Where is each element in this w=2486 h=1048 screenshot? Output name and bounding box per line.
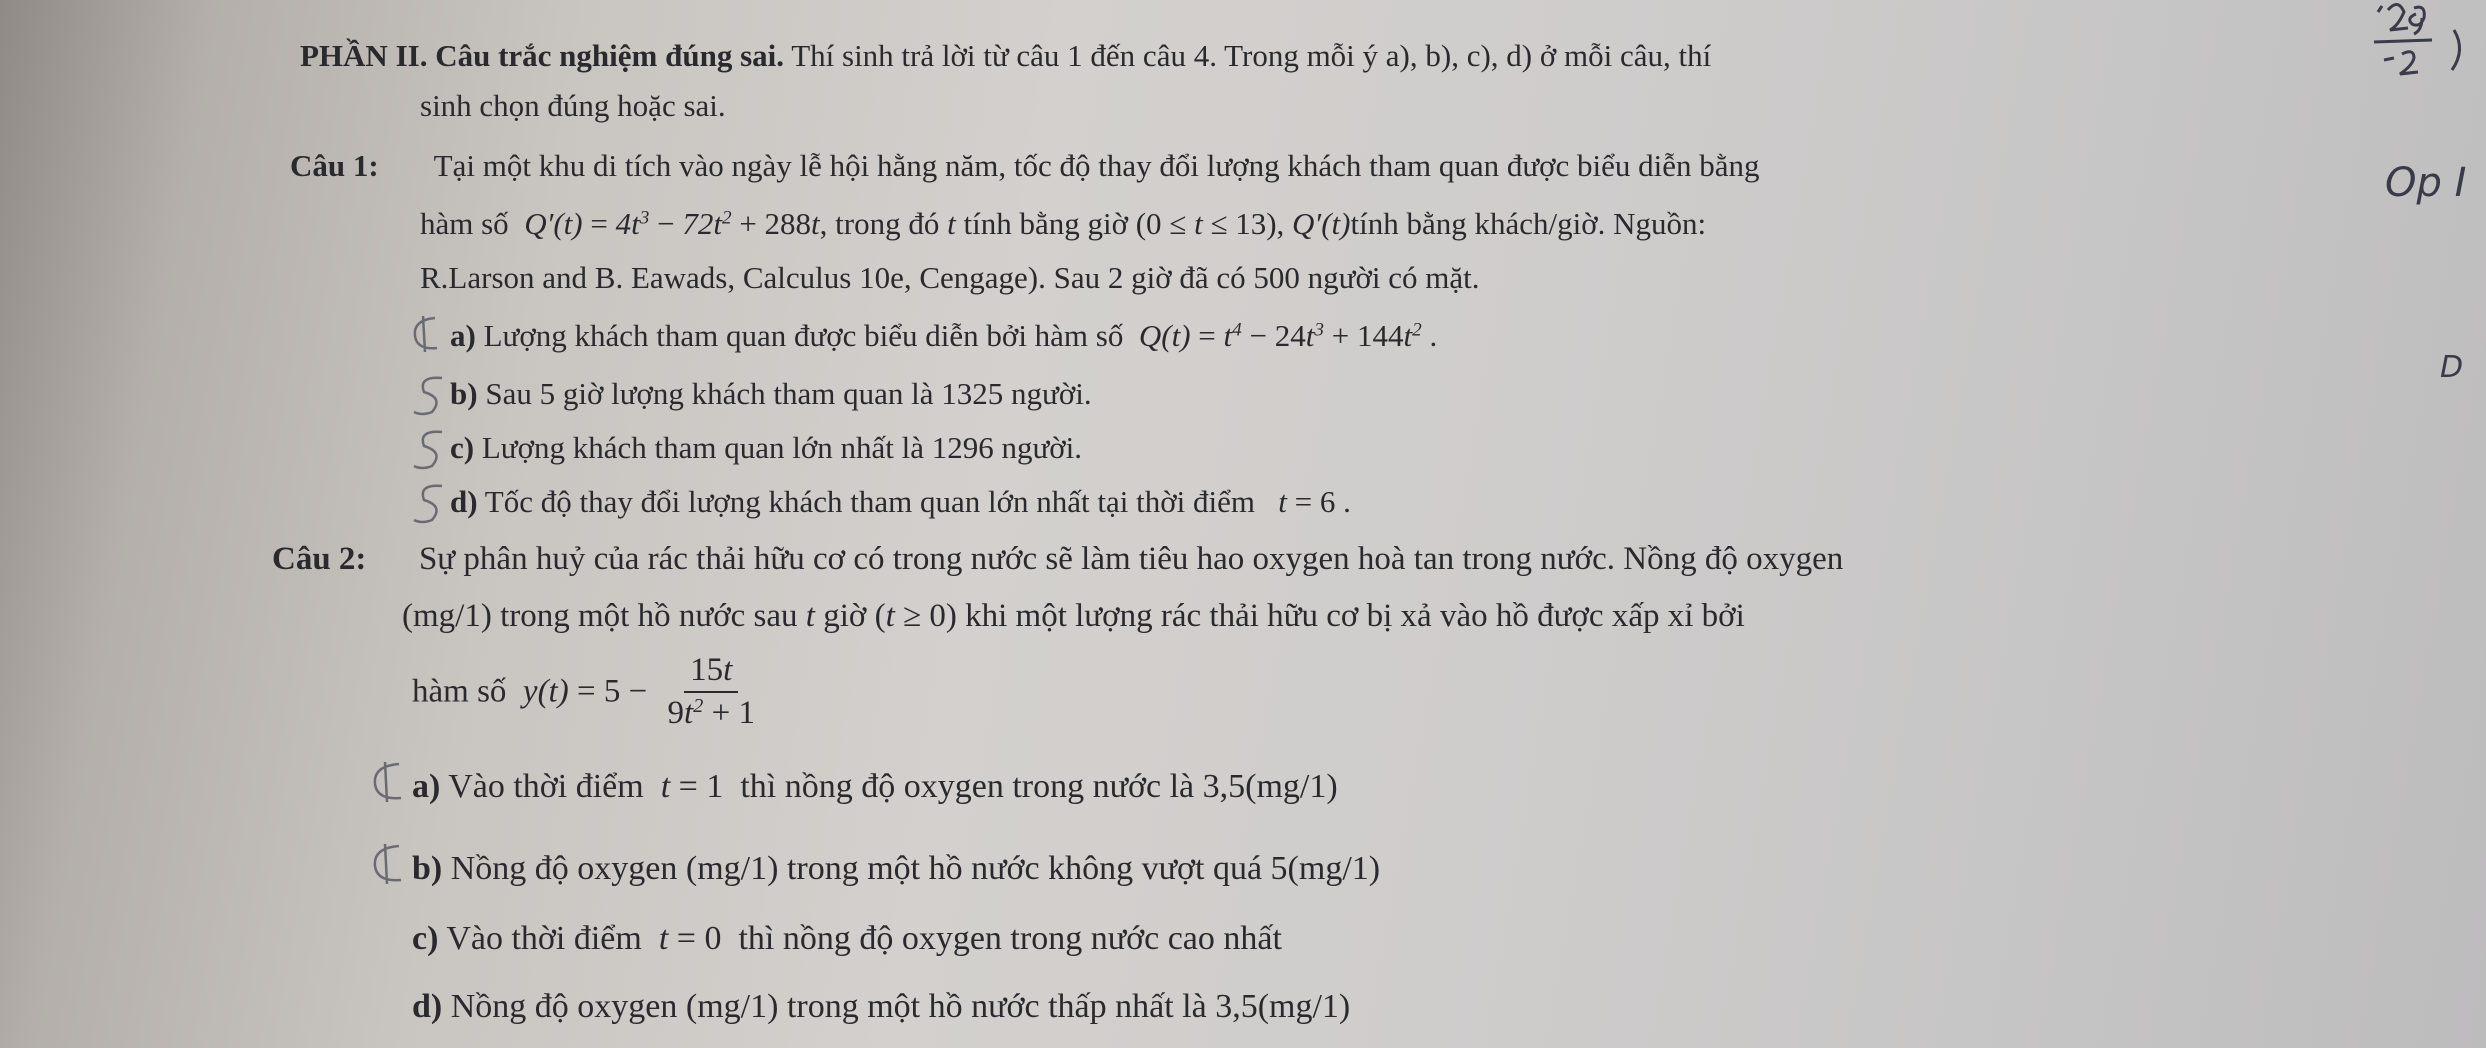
q1-tinh-bang-gio: tính bằng giờ xyxy=(963,206,1128,241)
q2-var-t: t xyxy=(805,598,815,634)
q2-option-d-unit: (mg/1) xyxy=(685,988,779,1025)
q1-option-b-label: b) xyxy=(450,376,478,411)
part-title: PHẦN II. Câu trắc nghiệm đúng sai. xyxy=(300,38,784,73)
q2-option-a-value: 3,5(mg/1) xyxy=(1202,768,1338,805)
pencil-mark-q1a xyxy=(405,312,445,356)
question-2-line-2 xyxy=(402,600,1745,633)
q2-option-b-value: 5(mg/1) xyxy=(1270,850,1381,887)
q2-option-a-formula: t = 1 xyxy=(652,768,724,805)
q2-option-d xyxy=(412,990,1350,1024)
q2-option-b xyxy=(412,852,1380,886)
q1-trong-do: , trong đó xyxy=(819,206,940,241)
q2-option-a-label: a) xyxy=(412,768,441,805)
handwritten-mark-right: D xyxy=(2440,350,2464,385)
question-1-line-1 xyxy=(290,150,1760,181)
part-instruction: Thí sinh trả lời từ câu 1 đến câu 4. Trong mỗi ý a), b), c), d) ở mỗi câu, thí xyxy=(791,38,1712,73)
q1-hamso: hàm số xyxy=(420,206,509,241)
handwritten-fraction-top-right xyxy=(2370,0,2480,99)
q1-option-d xyxy=(450,486,1351,517)
q2-option-d-value: 3,5(mg/1) xyxy=(1215,988,1351,1025)
question-2-label: Câu 2: xyxy=(272,541,367,577)
pencil-mark-q1b xyxy=(410,372,450,416)
question-2-text: Sự phân huỷ của rác thải hữu cơ có trong nước sẽ làm tiêu hao oxygen hoà tan trong nước. Nồng độ oxygen xyxy=(418,541,1844,577)
question-2-line-3 xyxy=(412,654,767,730)
q2-option-d-text-2: trong một hồ nước thấp nhất là xyxy=(786,988,1207,1025)
q1-option-d-label: d) xyxy=(450,484,478,519)
q1-option-a-formula: $Q(t) = t^4 - 24t^3 + 144t^2$ . xyxy=(1131,318,1438,353)
q1-option-d-text: Tốc độ thay đổi lượng khách tham quan lớn nhất tại thời điểm xyxy=(484,484,1255,519)
q1-option-c-label: c) xyxy=(450,430,475,465)
question-1-line-2 xyxy=(420,208,1706,239)
q2-option-d-text: Nồng độ oxygen xyxy=(450,988,678,1025)
handwritten-note-right: Op I xyxy=(2385,160,2467,206)
q2-option-b-text-2: trong một hồ nước không vượt quá xyxy=(786,850,1263,887)
q2-option-c-formula: t = 0 xyxy=(650,920,722,957)
question-1-line-3: R.Larson and B. Eawads, Calculus 10e, Cengage). Sau 2 giờ đã có 500 người có mặt. xyxy=(420,260,1480,295)
q2-option-c xyxy=(412,922,1282,956)
q1-option-b xyxy=(450,378,1092,409)
q1-option-c xyxy=(450,432,1082,463)
q2-text-rest: khi một lượng rác thải hữu cơ bị xả vào hồ được xấp xỉ bởi xyxy=(965,598,1745,634)
q1-option-d-formula: t = 6 . xyxy=(1262,484,1351,519)
pencil-mark-q2a xyxy=(365,758,409,808)
q2-text-sau: trong một hồ nước sau xyxy=(500,598,798,634)
pencil-mark-q1c xyxy=(410,426,450,470)
q2-function-formula: y(t) = 5 − xyxy=(514,673,648,710)
part-header xyxy=(300,40,1711,71)
question-2-line-1 xyxy=(272,543,1843,576)
pencil-mark-q1d xyxy=(410,480,450,524)
q1-option-a xyxy=(450,320,1437,351)
q2-fraction: $\frac{15t}{9t^2 + 1}$ xyxy=(667,652,755,731)
q1-option-c-text: Lượng khách tham quan lớn nhất là 1296 người. xyxy=(481,430,1083,465)
q2-option-a-text: Vào thời điểm xyxy=(448,768,644,805)
question-1-text: Tại một khu di tích vào ngày lễ hội hằng năm, tốc độ thay đổi lượng khách tham quan được biểu diễn bằng xyxy=(433,148,1760,183)
q2-text-gio: giờ xyxy=(823,598,867,634)
handwritten-fraction-sketch xyxy=(2370,0,2480,90)
q2-option-a-text-2: thì nồng độ oxygen trong nước là xyxy=(740,768,1195,805)
q2-option-c-text-2: thì nồng độ oxygen trong nước cao nhất xyxy=(738,920,1282,957)
q1-option-a-label: a) xyxy=(450,318,476,353)
q1-unit-source: tính bằng khách/giờ. Nguồn: xyxy=(1350,206,1707,241)
q2-domain: (t ≥ 0) xyxy=(874,598,957,634)
q2-option-c-label: c) xyxy=(412,920,439,957)
pencil-mark-q2b xyxy=(365,840,409,890)
q2-option-b-label: b) xyxy=(412,850,443,887)
question-1-label: Câu 1: xyxy=(290,148,379,183)
q1-option-a-text: Lượng khách tham quan được biểu diễn bởi hàm số xyxy=(483,318,1124,353)
q1-derivative-formula: $Q'(t) = 4t^3 - 72t^2 + 288t$ xyxy=(516,206,820,241)
q1-option-b-text: Sau 5 giờ lượng khách tham quan là 1325 người. xyxy=(485,376,1092,411)
q2-option-b-unit: (mg/1) xyxy=(685,850,779,887)
q2-hamso: hàm số xyxy=(412,673,507,710)
q2-option-b-text: Nồng độ oxygen xyxy=(450,850,678,887)
part-instruction-continued: sinh chọn đúng hoặc sai. xyxy=(420,88,726,123)
q2-option-a xyxy=(412,770,1338,804)
q1-domain: (0 ≤ t ≤ 13), Q′(t) xyxy=(1135,206,1351,241)
q2-unit: (mg/1) xyxy=(402,598,492,634)
q2-option-d-label: d) xyxy=(412,988,443,1025)
q2-option-c-text: Vào thời điểm xyxy=(446,920,642,957)
q1-var-t: t xyxy=(947,206,956,241)
